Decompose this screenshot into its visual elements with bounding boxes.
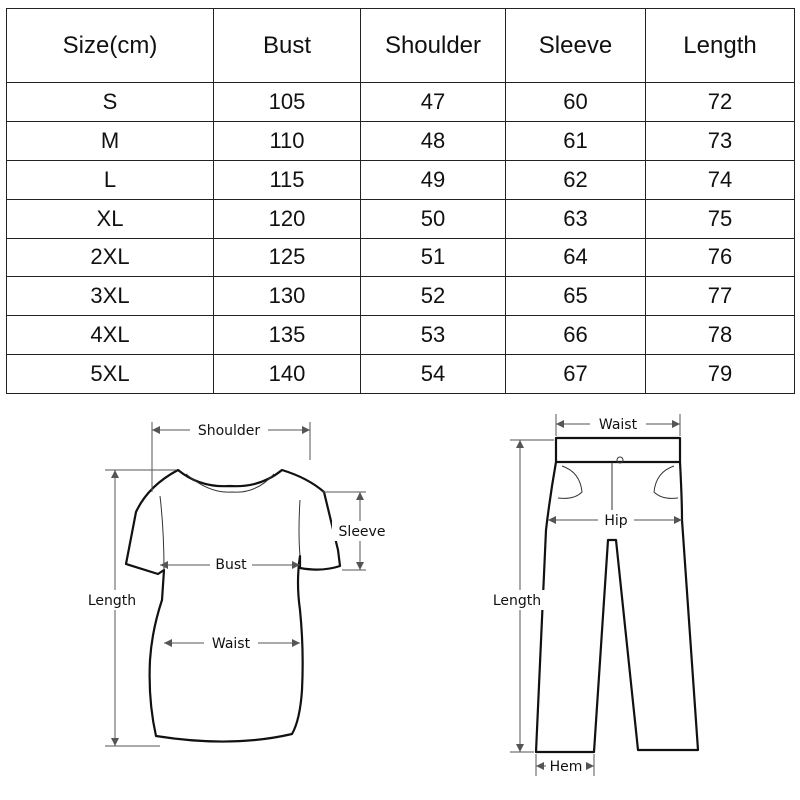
cell-length: 79: [646, 355, 795, 394]
cell-bust: 120: [214, 199, 361, 238]
cell-sleeve: 63: [506, 199, 646, 238]
cell-length: 72: [646, 83, 795, 122]
header-length: Length: [646, 9, 795, 83]
cell-size: S: [7, 83, 214, 122]
header-bust: Bust: [214, 9, 361, 83]
waist-label: Waist: [211, 636, 251, 652]
table-row: [7, 316, 795, 355]
hip-label: Hip: [604, 513, 628, 529]
table-row: [7, 160, 795, 199]
tshirt-measurement-diagram: [60, 400, 400, 760]
cell-length: 74: [646, 160, 795, 199]
shoulder-label: Shoulder: [197, 423, 261, 439]
cell-bust: 140: [214, 355, 361, 394]
table-header-row: [7, 9, 795, 83]
header-shoulder: Shoulder: [361, 9, 506, 83]
cell-sleeve: 60: [506, 83, 646, 122]
pants-outline: [536, 438, 698, 752]
cell-shoulder: 47: [361, 83, 506, 122]
cell-shoulder: 54: [361, 355, 506, 394]
table-row: [7, 83, 795, 122]
cell-bust: 105: [214, 83, 361, 122]
tshirt-outline: [126, 470, 340, 742]
pants-measurement-diagram: [470, 400, 750, 790]
cell-shoulder: 50: [361, 199, 506, 238]
table-row: [7, 199, 795, 238]
cell-size: XL: [7, 199, 214, 238]
cell-shoulder: 48: [361, 121, 506, 160]
cell-sleeve: 64: [506, 238, 646, 277]
cell-shoulder: 49: [361, 160, 506, 199]
cell-size: 5XL: [7, 355, 214, 394]
cell-size: M: [7, 121, 214, 160]
pants-waist-label: Waist: [598, 417, 638, 433]
bust-label: Bust: [215, 557, 247, 573]
cell-length: 75: [646, 199, 795, 238]
cell-length: 77: [646, 277, 795, 316]
cell-bust: 130: [214, 277, 361, 316]
cell-sleeve: 61: [506, 121, 646, 160]
pants-length-label: Length: [492, 593, 542, 609]
hem-label: Hem: [549, 759, 583, 775]
cell-size: L: [7, 160, 214, 199]
cell-sleeve: 65: [506, 277, 646, 316]
table-row: [7, 121, 795, 160]
cell-sleeve: 66: [506, 316, 646, 355]
size-chart-table: [6, 8, 795, 394]
cell-shoulder: 51: [361, 238, 506, 277]
cell-size: 4XL: [7, 316, 214, 355]
shirt-length-label: Length: [87, 593, 137, 609]
cell-size: 2XL: [7, 238, 214, 277]
cell-bust: 125: [214, 238, 361, 277]
header-size: Size(cm): [7, 9, 214, 83]
table-row: [7, 355, 795, 394]
cell-size: 3XL: [7, 277, 214, 316]
table-row: [7, 277, 795, 316]
cell-bust: 115: [214, 160, 361, 199]
cell-length: 78: [646, 316, 795, 355]
table-row: [7, 238, 795, 277]
header-sleeve: Sleeve: [506, 9, 646, 83]
cell-length: 76: [646, 238, 795, 277]
cell-bust: 135: [214, 316, 361, 355]
sleeve-label: Sleeve: [338, 524, 386, 540]
cell-shoulder: 52: [361, 277, 506, 316]
cell-sleeve: 62: [506, 160, 646, 199]
cell-shoulder: 53: [361, 316, 506, 355]
cell-bust: 110: [214, 121, 361, 160]
cell-sleeve: 67: [506, 355, 646, 394]
cell-length: 73: [646, 121, 795, 160]
